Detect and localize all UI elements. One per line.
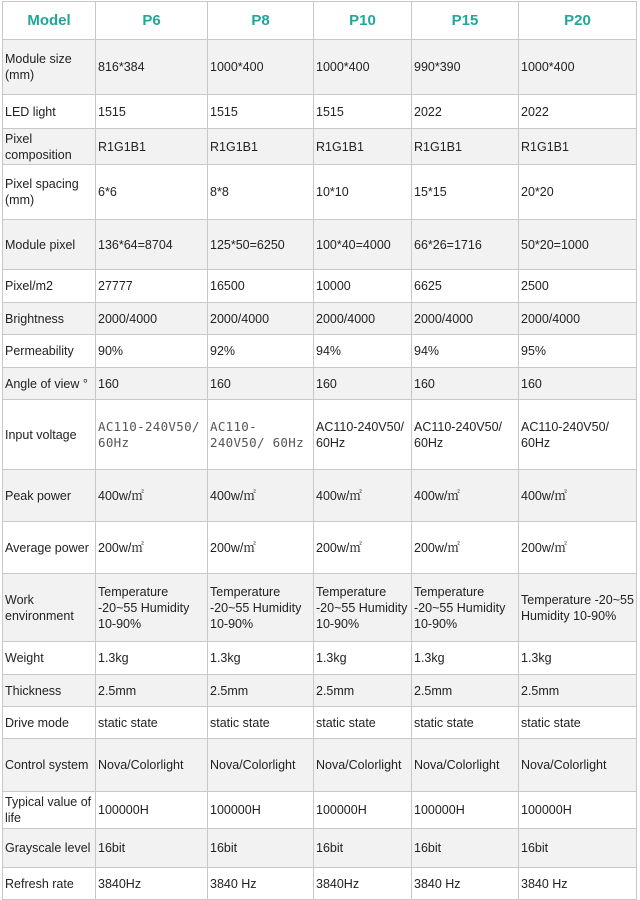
table-cell: 27777 <box>96 270 208 303</box>
table-cell: 94% <box>314 335 412 368</box>
row-label: Pixel composition <box>3 129 96 165</box>
table-cell: 400w/㎡ <box>519 470 637 522</box>
header-cell-p8: P8 <box>208 2 314 40</box>
table-cell: 1.3kg <box>412 642 519 675</box>
header-cell-p6: P6 <box>96 2 208 40</box>
table-cell: AC110-240V50/ 60Hz <box>314 400 412 470</box>
table-cell: 6*6 <box>96 165 208 220</box>
table-cell: 816*384 <box>96 40 208 95</box>
header-cell-p15: P15 <box>412 2 519 40</box>
table-cell: static state <box>519 707 637 739</box>
table-cell: Nova/Colorlight <box>412 739 519 792</box>
table-cell: 2000/4000 <box>96 303 208 335</box>
table-cell: R1G1B1 <box>314 129 412 165</box>
table-cell: 200w/㎡ <box>208 522 314 574</box>
table-cell: 2000/4000 <box>314 303 412 335</box>
table-cell: 2500 <box>519 270 637 303</box>
table-cell: AC110-240V50/ 60Hz <box>208 400 314 470</box>
table-cell: 400w/㎡ <box>314 470 412 522</box>
table-cell: R1G1B1 <box>208 129 314 165</box>
table-cell: 400w/㎡ <box>96 470 208 522</box>
table-cell: 160 <box>412 368 519 400</box>
row-label: Weight <box>3 642 96 675</box>
table-cell: static state <box>314 707 412 739</box>
table-row <box>3 675 637 707</box>
table-cell: 2.5mm <box>412 675 519 707</box>
table-cell: 200w/㎡ <box>314 522 412 574</box>
header-cell-model: Model <box>3 2 96 40</box>
row-label: Input voltage <box>3 400 96 470</box>
row-label: Angle of view ° <box>3 368 96 400</box>
table-row <box>3 270 637 303</box>
table-cell: 10000 <box>314 270 412 303</box>
table-row <box>3 129 637 165</box>
table-cell: 2.5mm <box>314 675 412 707</box>
table-cell: 95% <box>519 335 637 368</box>
header-row <box>3 2 637 40</box>
table-cell: 3840 Hz <box>208 868 314 900</box>
table-cell: 3840 Hz <box>412 868 519 900</box>
table-cell: 6625 <box>412 270 519 303</box>
table-cell: 100*40=4000 <box>314 220 412 270</box>
table-cell: R1G1B1 <box>519 129 637 165</box>
table-cell: 136*64=8704 <box>96 220 208 270</box>
table-cell: 2022 <box>519 95 637 129</box>
row-label: Pixel/m2 <box>3 270 96 303</box>
table-cell: 100000H <box>96 792 208 829</box>
table-cell: 100000H <box>519 792 637 829</box>
table-row <box>3 868 637 900</box>
table-cell: 1.3kg <box>208 642 314 675</box>
table-cell: 1.3kg <box>96 642 208 675</box>
table-cell: AC110-240V50/ 60Hz <box>519 400 637 470</box>
row-label: Typical value of life <box>3 792 96 829</box>
table-cell: 16500 <box>208 270 314 303</box>
row-label: Refresh rate <box>3 868 96 900</box>
row-label: Brightness <box>3 303 96 335</box>
table-cell: 16bit <box>412 829 519 868</box>
table-cell: 200w/㎡ <box>519 522 637 574</box>
table-cell: 400w/㎡ <box>412 470 519 522</box>
table-cell: 100000H <box>412 792 519 829</box>
table-cell: static state <box>412 707 519 739</box>
table-cell: 160 <box>208 368 314 400</box>
table-cell: 160 <box>314 368 412 400</box>
table-cell: Temperature -20~55 Humidity 10-90% <box>208 574 314 642</box>
table-cell: 20*20 <box>519 165 637 220</box>
table-cell: 100000H <box>314 792 412 829</box>
header-cell-p20: P20 <box>519 2 637 40</box>
table-cell: 66*26=1716 <box>412 220 519 270</box>
table-cell: 50*20=1000 <box>519 220 637 270</box>
table-cell: 100000H <box>208 792 314 829</box>
table-cell: R1G1B1 <box>96 129 208 165</box>
table-cell: 1000*400 <box>519 40 637 95</box>
row-label: Control system <box>3 739 96 792</box>
table-cell: 94% <box>412 335 519 368</box>
table-cell: 16bit <box>314 829 412 868</box>
table-cell: 90% <box>96 335 208 368</box>
table-cell: 1515 <box>208 95 314 129</box>
table-cell: 3840 Hz <box>519 868 637 900</box>
table-row <box>3 642 637 675</box>
table-row <box>3 335 637 368</box>
table-cell: 160 <box>96 368 208 400</box>
table-cell: 1000*400 <box>208 40 314 95</box>
row-label: Work environment <box>3 574 96 642</box>
table-cell: 1.3kg <box>519 642 637 675</box>
table-cell: 2022 <box>412 95 519 129</box>
spec-table-body <box>3 40 637 900</box>
table-row <box>3 470 637 522</box>
table-row <box>3 220 637 270</box>
table-cell: static state <box>208 707 314 739</box>
table-cell: 16bit <box>519 829 637 868</box>
table-row <box>3 400 637 470</box>
table-row <box>3 739 637 792</box>
table-row <box>3 522 637 574</box>
spec-table <box>2 1 637 900</box>
table-row <box>3 165 637 220</box>
row-label: Thickness <box>3 675 96 707</box>
row-label: Grayscale level <box>3 829 96 868</box>
table-cell: 3840Hz <box>314 868 412 900</box>
table-cell: Temperature -20~55 Humidity 10-90% <box>314 574 412 642</box>
table-cell: Nova/Colorlight <box>208 739 314 792</box>
row-label: Peak power <box>3 470 96 522</box>
table-row <box>3 95 637 129</box>
table-cell: 3840Hz <box>96 868 208 900</box>
table-cell: 16bit <box>96 829 208 868</box>
table-cell: 16bit <box>208 829 314 868</box>
table-cell: Nova/Colorlight <box>519 739 637 792</box>
table-cell: 8*8 <box>208 165 314 220</box>
table-cell: 2000/4000 <box>519 303 637 335</box>
table-cell: 990*390 <box>412 40 519 95</box>
table-cell: 15*15 <box>412 165 519 220</box>
table-cell: 2.5mm <box>519 675 637 707</box>
row-label: LED light <box>3 95 96 129</box>
table-cell: R1G1B1 <box>412 129 519 165</box>
table-cell: 160 <box>519 368 637 400</box>
table-cell: 2000/4000 <box>208 303 314 335</box>
table-row <box>3 303 637 335</box>
row-label: Permeability <box>3 335 96 368</box>
table-row <box>3 707 637 739</box>
table-cell: 1000*400 <box>314 40 412 95</box>
table-cell: static state <box>96 707 208 739</box>
table-cell: Nova/Colorlight <box>96 739 208 792</box>
table-cell: Temperature -20~55 Humidity 10-90% <box>519 574 637 642</box>
table-cell: Temperature -20~55 Humidity 10-90% <box>412 574 519 642</box>
table-cell: 400w/㎡ <box>208 470 314 522</box>
row-label: Drive mode <box>3 707 96 739</box>
row-label: Pixel spacing (mm) <box>3 165 96 220</box>
table-cell: 200w/㎡ <box>96 522 208 574</box>
row-label: Average power <box>3 522 96 574</box>
table-cell: 1.3kg <box>314 642 412 675</box>
table-cell: Temperature -20~55 Humidity 10-90% <box>96 574 208 642</box>
table-cell: 1515 <box>314 95 412 129</box>
table-cell: AC110-240V50/ 60Hz <box>412 400 519 470</box>
table-cell: 1515 <box>96 95 208 129</box>
table-row <box>3 574 637 642</box>
table-row <box>3 829 637 868</box>
table-row <box>3 792 637 829</box>
row-label: Module size (mm) <box>3 40 96 95</box>
table-cell: AC110-240V50/ 60Hz <box>96 400 208 470</box>
table-cell: 2.5mm <box>96 675 208 707</box>
spec-table-header <box>3 2 637 40</box>
table-cell: 200w/㎡ <box>412 522 519 574</box>
table-cell: 2.5mm <box>208 675 314 707</box>
table-cell: 125*50=6250 <box>208 220 314 270</box>
row-label: Module pixel <box>3 220 96 270</box>
table-cell: 2000/4000 <box>412 303 519 335</box>
header-cell-p10: P10 <box>314 2 412 40</box>
table-row <box>3 40 637 95</box>
table-cell: 10*10 <box>314 165 412 220</box>
table-row <box>3 368 637 400</box>
table-cell: 92% <box>208 335 314 368</box>
table-cell: Nova/Colorlight <box>314 739 412 792</box>
